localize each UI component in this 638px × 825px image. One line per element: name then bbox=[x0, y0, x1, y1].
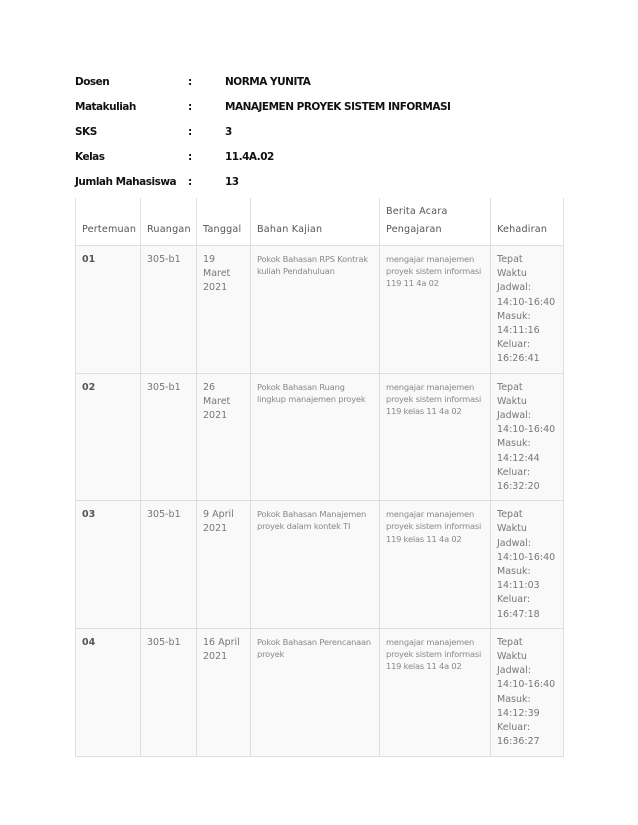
cell-tanggal: 9 April 2021 bbox=[197, 501, 251, 629]
cell-berita-acara: mengajar manajemen proyek sistem informasi 119 kelas 11 4a 02 bbox=[380, 501, 491, 629]
kehadiran-line: 14:12:44 bbox=[497, 452, 540, 464]
kehadiran-line: Tepat bbox=[497, 254, 523, 265]
table-row bbox=[76, 246, 564, 374]
info-row-kelas bbox=[75, 151, 575, 176]
cell-berita-acara: mengajar manajemen proyek sistem informasi 119 11 4a 02 bbox=[380, 246, 491, 374]
kehadiran-line: Keluar: bbox=[497, 594, 531, 606]
cell-pertemuan: 02 bbox=[76, 373, 141, 501]
kehadiran-line: Waktu bbox=[497, 395, 527, 407]
kehadiran-line: Jadwal: bbox=[497, 665, 532, 677]
info-label: SKS bbox=[75, 126, 97, 138]
kehadiran-line: Waktu bbox=[497, 523, 527, 535]
kehadiran-line: Keluar: bbox=[497, 466, 531, 478]
kehadiran-line: Masuk: bbox=[497, 438, 531, 450]
cell-tanggal: 19 Maret 2021 bbox=[197, 246, 251, 374]
info-colon: : bbox=[188, 101, 192, 113]
info-value: 11.4A.02 bbox=[225, 151, 274, 163]
kehadiran-line: 14:10-16:40 bbox=[497, 679, 556, 691]
kehadiran-line: 16:36:27 bbox=[497, 736, 540, 748]
info-colon: : bbox=[188, 76, 192, 88]
kehadiran-line: Jadwal: bbox=[497, 410, 532, 422]
header-tanggal: Tanggal bbox=[197, 198, 251, 246]
cell-bahan-kajian: Pokok Bahasan Manajemen proyek dalam kontek TI bbox=[251, 501, 380, 629]
table-row bbox=[76, 501, 564, 629]
cell-bahan-kajian: Pokok Bahasan RPS Kontrak kuliah Pendahuluan bbox=[251, 246, 380, 374]
cell-tanggal: 26 Maret 2021 bbox=[197, 373, 251, 501]
cell-berita-acara: mengajar manajemen proyek sistem informasi 119 kelas 11 4a 02 bbox=[380, 373, 491, 501]
info-value: 3 bbox=[225, 126, 232, 138]
header-ruangan: Ruangan bbox=[141, 198, 197, 246]
kehadiran-line: Tepat bbox=[497, 636, 523, 648]
kehadiran-line: 14:11:03 bbox=[497, 580, 540, 592]
kehadiran-line: Masuk: bbox=[497, 693, 531, 705]
info-label: Kelas bbox=[75, 151, 105, 163]
info-value: 13 bbox=[225, 176, 239, 188]
cell-pertemuan: 04 bbox=[76, 628, 141, 756]
header-kehadiran: Kehadiran bbox=[491, 198, 564, 246]
kehadiran-line: Jadwal: bbox=[497, 537, 532, 549]
kehadiran-line: Tepat bbox=[497, 509, 523, 521]
cell-ruangan: 305-b1 bbox=[141, 501, 197, 629]
cell-kehadiran bbox=[491, 628, 564, 756]
course-info bbox=[75, 76, 575, 201]
cell-berita-acara: mengajar manajemen proyek sistem informasi 119 kelas 11 4a 02 bbox=[380, 628, 491, 756]
header-pertemuan: Pertemuan bbox=[76, 198, 141, 246]
kehadiran-line: 14:10-16:40 bbox=[497, 296, 556, 308]
kehadiran-line: Keluar: bbox=[497, 339, 531, 351]
cell-ruangan: 305-b1 bbox=[141, 628, 197, 756]
cell-kehadiran bbox=[491, 373, 564, 501]
cell-pertemuan: 01 bbox=[76, 246, 141, 374]
kehadiran-line: Tepat bbox=[497, 381, 523, 393]
kehadiran-line: 14:11:16 bbox=[497, 325, 540, 337]
cell-kehadiran bbox=[491, 246, 564, 374]
kehadiran-line: 16:47:18 bbox=[497, 608, 540, 620]
info-value: MANAJEMEN PROYEK SISTEM INFORMASI bbox=[225, 101, 451, 113]
attendance-table bbox=[75, 198, 564, 757]
cell-pertemuan: 03 bbox=[76, 501, 141, 629]
info-row-sks bbox=[75, 126, 575, 151]
cell-tanggal: 16 April 2021 bbox=[197, 628, 251, 756]
kehadiran-line: Masuk: bbox=[497, 566, 531, 578]
info-row-matakuliah bbox=[75, 101, 575, 126]
cell-bahan-kajian: Pokok Bahasan Ruang lingkup manajemen proyek bbox=[251, 373, 380, 501]
table-row bbox=[76, 628, 564, 756]
cell-ruangan: 305-b1 bbox=[141, 246, 197, 374]
header-berita-acara: Berita Acara Pengajaran bbox=[380, 198, 491, 246]
info-value: NORMA YUNITA bbox=[225, 76, 311, 88]
cell-bahan-kajian: Pokok Bahasan Perencanaan proyek bbox=[251, 628, 380, 756]
kehadiran-line: Waktu bbox=[497, 651, 527, 663]
kehadiran-line: 14:10-16:40 bbox=[497, 424, 556, 436]
kehadiran-line: Masuk: bbox=[497, 310, 531, 322]
info-colon: : bbox=[188, 126, 192, 138]
kehadiran-line: 14:12:39 bbox=[497, 707, 540, 719]
info-colon: : bbox=[188, 176, 192, 188]
table-header-row bbox=[76, 198, 564, 246]
kehadiran-line: Jadwal: bbox=[497, 282, 532, 294]
info-label: Dosen bbox=[75, 76, 110, 88]
cell-kehadiran bbox=[491, 501, 564, 629]
kehadiran-line: Waktu bbox=[497, 268, 527, 280]
info-row-dosen bbox=[75, 76, 575, 101]
info-label: Jumlah Mahasiswa bbox=[75, 176, 177, 188]
info-label: Matakuliah bbox=[75, 101, 136, 113]
header-bahan-kajian: Bahan Kajian bbox=[251, 198, 380, 246]
info-colon: : bbox=[188, 151, 192, 163]
kehadiran-line: Keluar: bbox=[497, 722, 531, 734]
kehadiran-line: 16:26:41 bbox=[497, 353, 540, 365]
kehadiran-line: 14:10-16:40 bbox=[497, 551, 556, 563]
table-row bbox=[76, 373, 564, 501]
cell-ruangan: 305-b1 bbox=[141, 373, 197, 501]
kehadiran-line: 16:32:20 bbox=[497, 481, 540, 493]
